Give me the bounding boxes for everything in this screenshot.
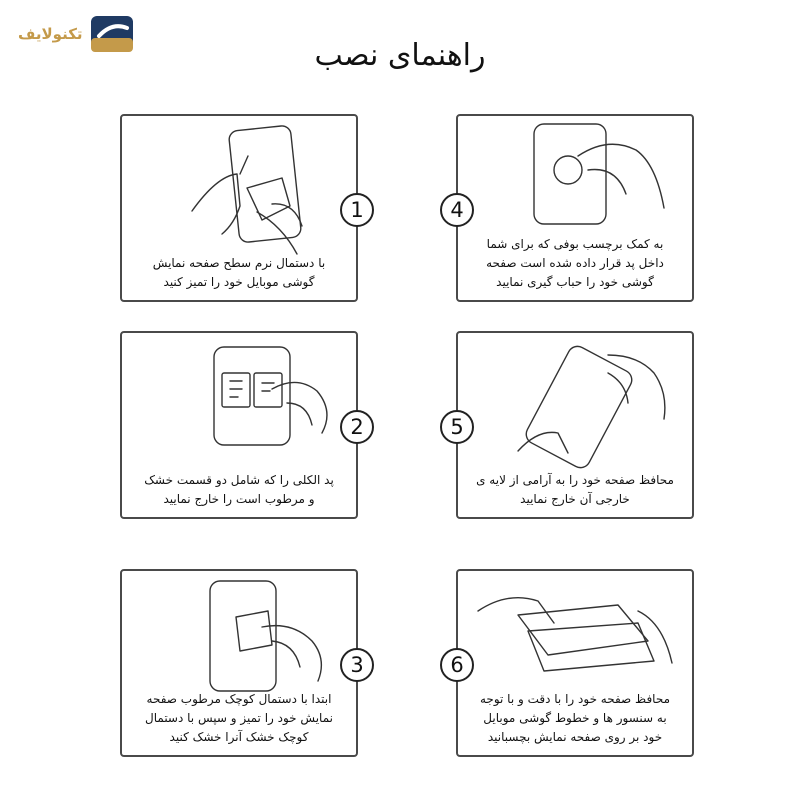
caption-line: خارجی آن خارج نمایید	[520, 492, 630, 506]
step-number-badge: 4	[440, 193, 474, 227]
caption-line: گوشی موبایل خود را تمیز کنید	[163, 275, 315, 289]
caption-line: نمایش خود را تمیز و سپس با دستمال	[145, 711, 333, 725]
step-number-badge: 6	[440, 648, 474, 682]
caption-line: به کمک برچسب بوفی که برای شما	[486, 237, 664, 251]
step-card-5	[456, 331, 694, 519]
step-card-1	[120, 114, 358, 302]
step-caption	[132, 254, 346, 292]
step-number-badge: 5	[440, 410, 474, 444]
step-card-3	[120, 569, 358, 757]
caption-line: گوشی خود را حباب گیری نمایید	[496, 275, 654, 289]
step-number-badge: 3	[340, 648, 374, 682]
step-caption	[468, 235, 682, 292]
caption-line: محافظ صفحه خود را به آرامی از لایه ی	[476, 473, 674, 487]
step-number-badge: 1	[340, 193, 374, 227]
step-card-6	[456, 569, 694, 757]
step-card-2	[120, 331, 358, 519]
caption-line: خود بر روی صفحه نمایش بچسبانید	[487, 730, 663, 744]
caption-line: و مرطوب است را خارج نمایید	[163, 492, 315, 506]
step-caption	[132, 690, 346, 747]
step-number-badge: 2	[340, 410, 374, 444]
caption-line: به سنسور ها و خطوط گوشی موبایل	[483, 711, 667, 725]
caption-line: کوچک خشک آنرا خشک کنید	[169, 730, 309, 744]
page-title: راهنمای نصب	[314, 38, 486, 73]
caption-line: پد الکلی را که شامل دو قسمت خشک	[144, 473, 334, 487]
step-caption	[132, 471, 346, 509]
caption-line: ابتدا با دستمال کوچک مرطوب صفحه	[146, 692, 332, 706]
brand-name: تکنولایف	[18, 25, 83, 43]
step-card-4	[456, 114, 694, 302]
caption-line: محافظ صفحه خود را با دقت و با توجه	[479, 692, 671, 706]
caption-line: داخل پد قرار داده شده است صفحه	[486, 256, 664, 270]
caption-line: با دستمال نرم سطح صفحه نمایش	[152, 256, 326, 270]
step-caption	[468, 471, 682, 509]
step-caption	[468, 690, 682, 747]
